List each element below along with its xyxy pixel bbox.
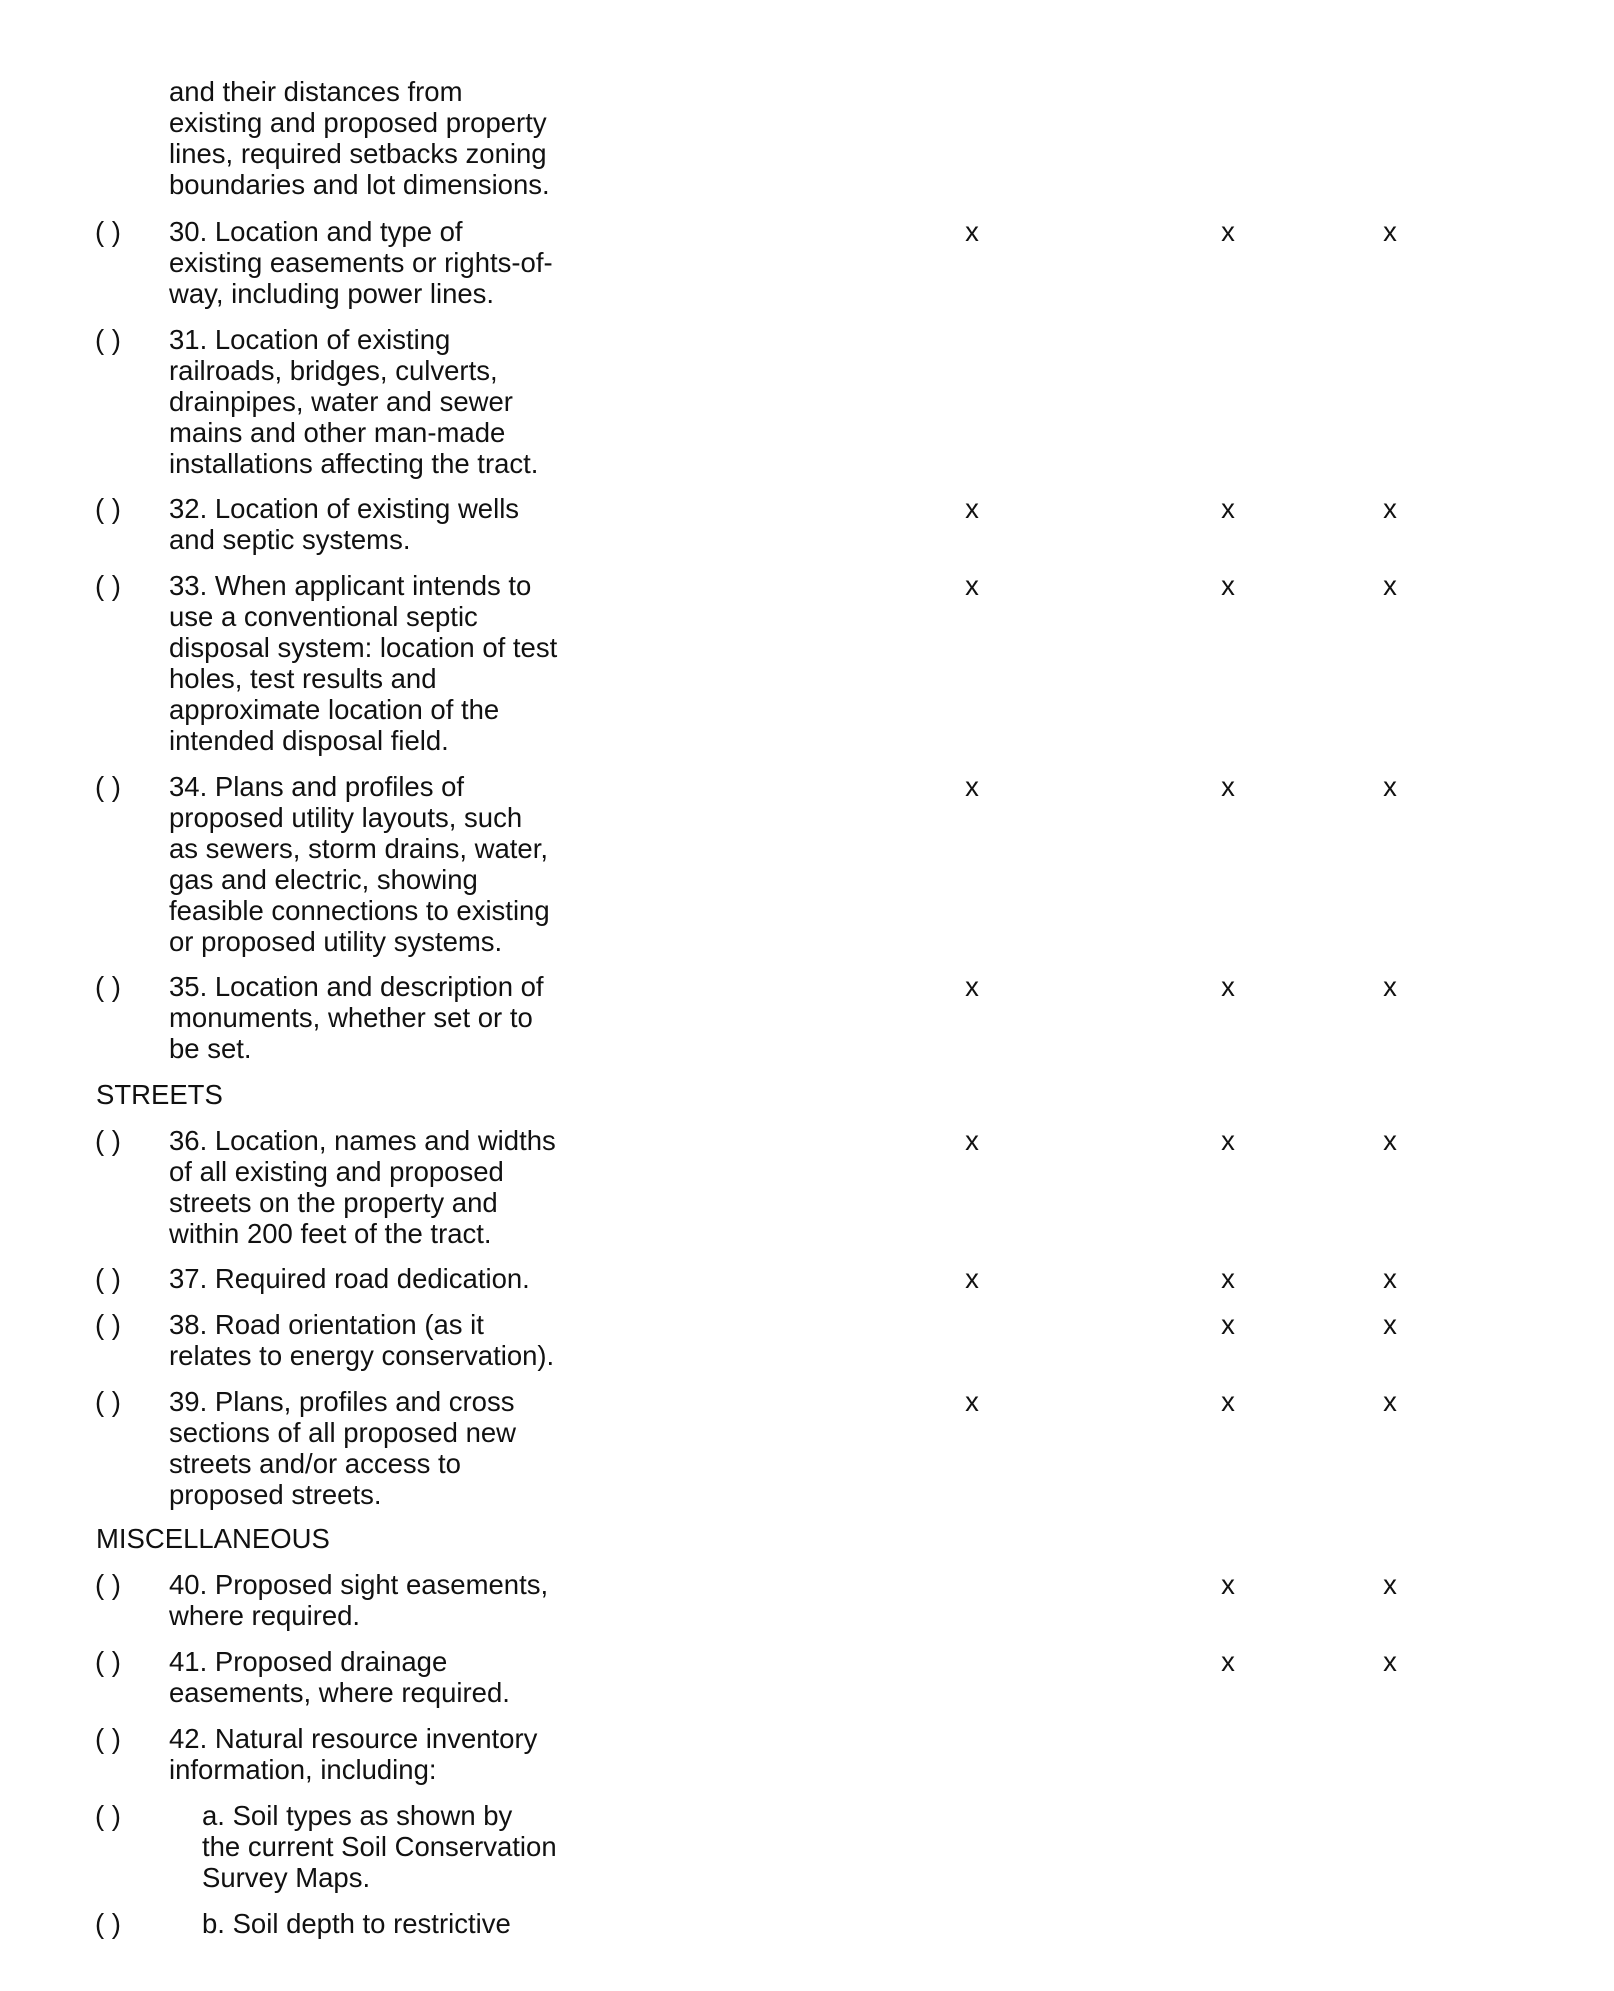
column-3-mark: x (1383, 1569, 1397, 1600)
item-text: 39. Plans, profiles and cross sections of all proposed new streets and/or access to proposed streets. (169, 1386, 517, 1510)
checkbox-placeholder[interactable]: ( ) (95, 1908, 121, 1939)
column-3-mark: x (1383, 1386, 1397, 1417)
column-2-mark: x (1221, 1263, 1235, 1294)
column-1-mark: x (965, 493, 979, 524)
checkbox-placeholder[interactable]: ( ) (95, 1386, 121, 1417)
checkbox-placeholder[interactable]: ( ) (95, 771, 121, 802)
continuation-text: and their distances from existing and proposed property lines, required setbacks zoning boundaries and lot dimensions. (169, 76, 550, 200)
checkbox-placeholder[interactable]: ( ) (95, 1125, 121, 1156)
item-text: 40. Proposed sight easements, where required. (169, 1569, 549, 1631)
section-heading: MISCELLANEOUS (96, 1523, 330, 1554)
item-text: 33. When applicant intends to use a conventional septic disposal system: location of test holes, test results and approximate location of the intended disposal field. (169, 570, 558, 756)
checkbox-placeholder[interactable]: ( ) (95, 216, 121, 247)
column-1-mark: x (965, 1125, 979, 1156)
item-text: 36. Location, names and widths of all existing and proposed streets on the property and within 200 feet of the tract. (169, 1125, 556, 1249)
column-2-mark: x (1221, 1569, 1235, 1600)
item-text: 41. Proposed drainage easements, where required. (169, 1646, 510, 1708)
checkbox-placeholder[interactable]: ( ) (95, 971, 121, 1002)
item-text: 34. Plans and profiles of proposed utility layouts, such as sewers, storm drains, water, gas and electric, showing feasible connections to existing or proposed utility systems. (169, 771, 550, 957)
checkbox-placeholder[interactable]: ( ) (95, 493, 121, 524)
column-1-mark: x (965, 971, 979, 1002)
column-2-mark: x (1221, 1125, 1235, 1156)
checkbox-placeholder[interactable]: ( ) (95, 1309, 121, 1340)
column-2-mark: x (1221, 216, 1235, 247)
column-1-mark: x (965, 771, 979, 802)
checkbox-placeholder[interactable]: ( ) (95, 1800, 121, 1831)
item-text: 31. Location of existing railroads, bridges, culverts, drainpipes, water and sewer mains and other man-made installations affecting the tract. (169, 324, 539, 479)
column-2-mark: x (1221, 1309, 1235, 1340)
section-heading: STREETS (96, 1079, 223, 1110)
checkbox-placeholder[interactable]: ( ) (95, 570, 121, 601)
column-2-mark: x (1221, 771, 1235, 802)
column-3-mark: x (1383, 771, 1397, 802)
column-2-mark: x (1221, 493, 1235, 524)
column-1-mark: x (965, 1263, 979, 1294)
checkbox-placeholder[interactable]: ( ) (95, 324, 121, 355)
item-text: 35. Location and description of monuments, whether set or to be set. (169, 971, 544, 1064)
item-text: 42. Natural resource inventory information, including: (169, 1723, 538, 1785)
item-text: 30. Location and type of existing easements or rights-of- way, including power lines. (169, 216, 553, 309)
checkbox-placeholder[interactable]: ( ) (95, 1263, 121, 1294)
item-text: 37. Required road dedication. (169, 1263, 530, 1294)
column-2-mark: x (1221, 570, 1235, 601)
column-3-mark: x (1383, 216, 1397, 247)
column-3-mark: x (1383, 971, 1397, 1002)
column-1-mark: x (965, 570, 979, 601)
item-text: 32. Location of existing wells and septic systems. (169, 493, 520, 555)
item-text: a. Soil types as shown by the current Soil Conservation Survey Maps. (202, 1800, 557, 1893)
item-text: b. Soil depth to restrictive (202, 1908, 511, 1939)
column-3-mark: x (1383, 493, 1397, 524)
column-3-mark: x (1383, 570, 1397, 601)
column-3-mark: x (1383, 1263, 1397, 1294)
column-3-mark: x (1383, 1125, 1397, 1156)
column-2-mark: x (1221, 1646, 1235, 1677)
column-2-mark: x (1221, 971, 1235, 1002)
column-2-mark: x (1221, 1386, 1235, 1417)
column-1-mark: x (965, 216, 979, 247)
item-text: 38. Road orientation (as it relates to energy conservation). (169, 1309, 555, 1371)
column-1-mark: x (965, 1386, 979, 1417)
column-3-mark: x (1383, 1309, 1397, 1340)
checkbox-placeholder[interactable]: ( ) (95, 1723, 121, 1754)
checkbox-placeholder[interactable]: ( ) (95, 1646, 121, 1677)
column-3-mark: x (1383, 1646, 1397, 1677)
checkbox-placeholder[interactable]: ( ) (95, 1569, 121, 1600)
